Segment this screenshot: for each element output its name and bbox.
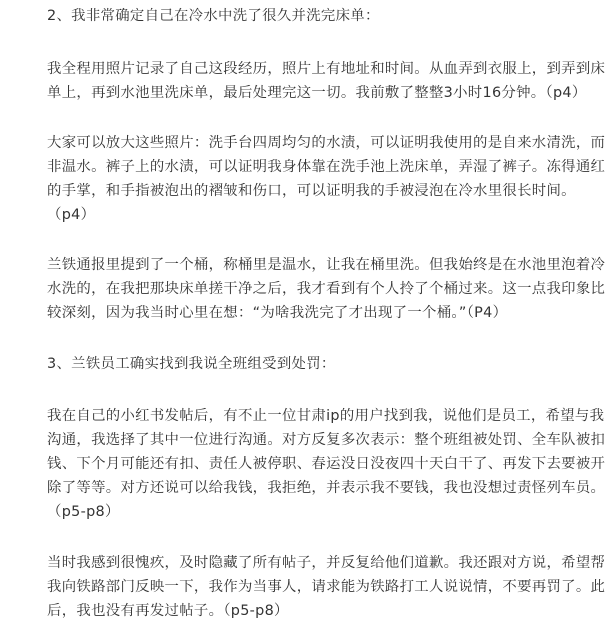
text-line: 的手掌，和手指被泡出的褶皱和伤口，可以证明我的手被浸泡在冷水里很长时间。 [47,183,576,199]
paragraph-photo-evidence [47,131,606,227]
paragraph-xiaohongshu [47,404,606,524]
text-line: 非温水。裤子上的水渍，可以证明我身体靠在洗手池上洗床单，弄湿了裤子。冻得通红 [47,159,606,175]
paragraph-bucket [47,253,606,325]
text-line: 较深刻，因为我当时心里在想：“为啥我洗完了才出现了一个桶。”（P4） [47,305,508,321]
text-line: 大家可以放大这些照片：洗手台四周均匀的水渍，可以证明我使用的是自来水清洗，而 [47,135,606,151]
text-line: 沟通，我选择了其中一位进行沟通。对方反复多次表示：整个班组被处罚、全车队被扣 [47,432,606,448]
text-line: 我全程用照片记录了自己这段经历，照片上有地址和时间。从血弄到衣服上，到弄到床 [47,61,606,77]
text-line: （p5-p8） [47,504,120,520]
text-line: 单上，再到水池里洗床单，最后处理完这一切。我前敷了整整3小时16分钟。（p4） [47,85,587,101]
text-line: 当时我感到很愧疚，及时隐藏了所有帖子，并反复给他们道歉。我还跟对方说，希望帮 [47,555,606,571]
text-line: 钱、下个月可能还有扣、责任人被停职、春运没日没夜四十天白干了、再发下去要被开 [47,456,606,472]
text-line: 除了等等。对方还说可以给我钱，我拒绝，并表示我不要钱，我也没想过责怪列车员。 [47,480,606,496]
text-line: 水洗的，在我把那块床单搓干净之后，我才看到有个人拎了个桶过来。这一点我印象比 [47,281,606,297]
text-line: 我在自己的小红书发帖后，有不止一位甘肃ip的用户找到我，说他们是员工，希望与我 [47,408,605,424]
text-line: 2、我非常确定自己在冷水中洗了很久并洗完床单： [47,8,380,24]
text-line: （p4） [47,207,96,223]
text-line: 后，我也没有再发过帖子。（p5-p8） [47,603,289,619]
text-line: 我向铁路部门反映一下，我作为当事人，请求能为铁路打工人说说情，不要再罚了。此 [47,579,606,595]
section-heading-3 [47,352,592,376]
text-line: 3、兰铁员工确实找到我说全班组受到处罚： [47,356,336,372]
paragraph-apology [47,551,606,623]
section-heading-2 [47,4,592,28]
paragraph-photo-record [47,57,606,105]
text-line: 兰铁通报里提到了一个桶，称桶里是温水，让我在桶里洗。但我始终是在水池里泡着冷 [47,257,606,273]
